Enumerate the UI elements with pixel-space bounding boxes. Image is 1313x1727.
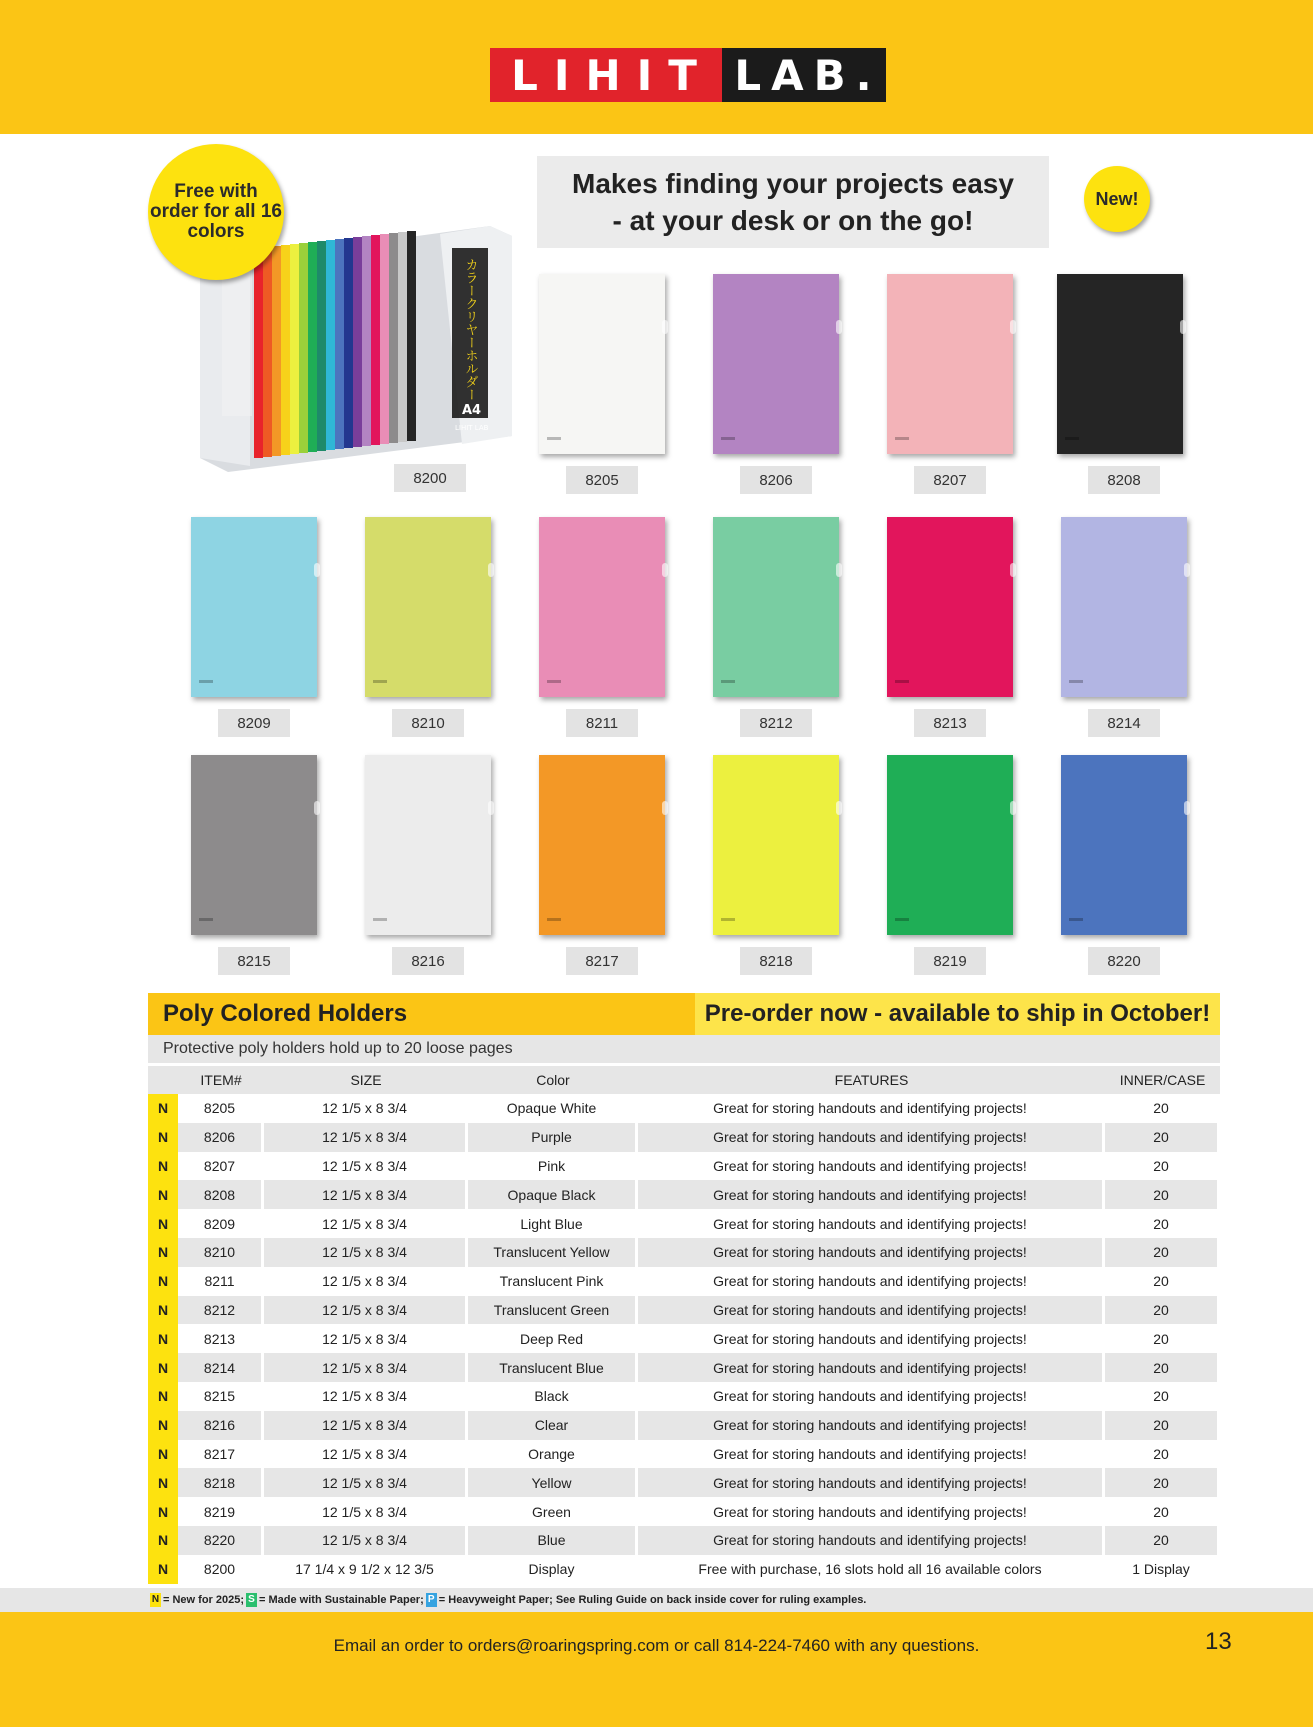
product-tag: 8216	[392, 947, 464, 975]
item-features: Great for storing handouts and identifying projects!	[638, 1238, 1105, 1267]
preorder-banner: Pre-order now - available to ship in October!	[695, 993, 1220, 1035]
item-inner-case: 20	[1105, 1382, 1220, 1411]
new-flag: N	[148, 1324, 178, 1353]
item-features: Great for storing handouts and identifying projects!	[638, 1526, 1105, 1555]
col-inner-case: INNER/CASE	[1105, 1066, 1220, 1094]
table-row	[148, 1526, 1220, 1555]
free-badge: Free with order for all 16 colors	[148, 144, 284, 280]
item-inner-case: 20	[1105, 1497, 1220, 1526]
item-inner-case: 20	[1105, 1440, 1220, 1469]
legend-sustainable-key: S	[246, 1593, 257, 1607]
item-size: 12 1/5 x 8 3/4	[264, 1209, 468, 1238]
folder-swatch	[713, 274, 839, 454]
item-size: 12 1/5 x 8 3/4	[264, 1497, 468, 1526]
item-color: Pink	[468, 1152, 638, 1181]
table-row	[148, 1353, 1220, 1382]
product-tag: 8217	[566, 947, 638, 975]
folder-swatch	[713, 517, 839, 697]
product-table	[148, 1066, 1220, 1584]
item-number: 8212	[178, 1296, 264, 1325]
item-features: Great for storing handouts and identifying projects!	[638, 1267, 1105, 1296]
col-features: FEATURES	[638, 1066, 1105, 1094]
item-number: 8215	[178, 1382, 264, 1411]
item-size: 12 1/5 x 8 3/4	[264, 1094, 468, 1123]
product-tag: 8205	[566, 466, 638, 494]
item-color: Clear	[468, 1411, 638, 1440]
table-row	[148, 1123, 1220, 1152]
item-color: Opaque White	[468, 1094, 638, 1123]
section-title: Poly Colored Holders	[148, 993, 695, 1035]
table-row	[148, 1238, 1220, 1267]
page-number: 13	[1205, 1628, 1232, 1655]
new-flag: N	[148, 1411, 178, 1440]
item-number: 8211	[178, 1267, 264, 1296]
product-tag: 8206	[740, 466, 812, 494]
new-flag: N	[148, 1209, 178, 1238]
item-features: Great for storing handouts and identifying projects!	[638, 1324, 1105, 1353]
table-header-row	[148, 1066, 1220, 1094]
item-inner-case: 20	[1105, 1238, 1220, 1267]
new-flag: N	[148, 1267, 178, 1296]
item-inner-case: 20	[1105, 1267, 1220, 1296]
brand-logo-part2: LAB.	[722, 48, 886, 102]
item-color: Translucent Yellow	[468, 1238, 638, 1267]
display-box-size: A4	[462, 403, 482, 418]
item-size: 12 1/5 x 8 3/4	[264, 1324, 468, 1353]
item-color: Black	[468, 1382, 638, 1411]
legend-sustainable-text: = Made with Sustainable Paper;	[259, 1594, 424, 1606]
item-color: Translucent Green	[468, 1296, 638, 1325]
table-row	[148, 1267, 1220, 1296]
item-inner-case: 20	[1105, 1353, 1220, 1382]
legend-new-text: = New for 2025;	[163, 1594, 245, 1606]
headline	[537, 156, 1049, 248]
legend-heavyweight-key: P	[426, 1593, 437, 1607]
folder-swatch	[1057, 274, 1183, 454]
item-number: 8205	[178, 1094, 264, 1123]
item-features: Great for storing handouts and identifying projects!	[638, 1440, 1105, 1469]
table-row	[148, 1094, 1220, 1123]
new-flag: N	[148, 1440, 178, 1469]
item-number: 8220	[178, 1526, 264, 1555]
item-inner-case: 20	[1105, 1411, 1220, 1440]
folder-swatch	[713, 755, 839, 935]
item-size: 12 1/5 x 8 3/4	[264, 1123, 468, 1152]
item-inner-case: 20	[1105, 1094, 1220, 1123]
item-color: Translucent Pink	[468, 1267, 638, 1296]
headline-line-2: - at your desk or on the go!	[612, 205, 974, 236]
item-color: Light Blue	[468, 1209, 638, 1238]
item-number: 8216	[178, 1411, 264, 1440]
folder-swatch	[191, 517, 317, 697]
legend-heavyweight-text: = Heavyweight Paper; See Ruling Guide on back inside cover for ruling examples.	[438, 1594, 867, 1606]
item-features: Great for storing handouts and identifying projects!	[638, 1353, 1105, 1382]
item-number: 8213	[178, 1324, 264, 1353]
item-inner-case: 20	[1105, 1468, 1220, 1497]
new-flag: N	[148, 1238, 178, 1267]
product-tag: 8215	[218, 947, 290, 975]
product-tag: 8210	[392, 709, 464, 737]
product-tag: 8208	[1088, 466, 1160, 494]
new-flag: N	[148, 1180, 178, 1209]
item-number: 8217	[178, 1440, 264, 1469]
item-inner-case: 20	[1105, 1324, 1220, 1353]
product-tag: 8200	[394, 464, 466, 492]
item-size: 12 1/5 x 8 3/4	[264, 1180, 468, 1209]
product-tag: 8214	[1088, 709, 1160, 737]
table-row	[148, 1468, 1220, 1497]
product-tag: 8219	[914, 947, 986, 975]
item-features: Great for storing handouts and identifying projects!	[638, 1094, 1105, 1123]
table-row	[148, 1180, 1220, 1209]
product-tag: 8207	[914, 466, 986, 494]
item-features: Great for storing handouts and identifying projects!	[638, 1382, 1105, 1411]
item-size: 17 1/4 x 9 1/2 x 12 3/5	[264, 1555, 468, 1584]
table-row	[148, 1497, 1220, 1526]
table-row	[148, 1411, 1220, 1440]
item-color: Orange	[468, 1440, 638, 1469]
item-color: Purple	[468, 1123, 638, 1152]
item-color: Translucent Blue	[468, 1353, 638, 1382]
new-flag: N	[148, 1296, 178, 1325]
folder-swatch	[539, 755, 665, 935]
brand-logo	[490, 48, 886, 102]
item-size: 12 1/5 x 8 3/4	[264, 1468, 468, 1497]
new-flag: N	[148, 1094, 178, 1123]
display-box-brand: LIHIT LAB	[455, 424, 489, 432]
new-flag: N	[148, 1152, 178, 1181]
new-flag: N	[148, 1353, 178, 1382]
item-number: 8219	[178, 1497, 264, 1526]
product-tag: 8209	[218, 709, 290, 737]
item-number: 8218	[178, 1468, 264, 1497]
col-color: Color	[468, 1066, 638, 1094]
footer-bar	[0, 1612, 1313, 1727]
product-tag: 8212	[740, 709, 812, 737]
table-row	[148, 1440, 1220, 1469]
folder-swatch	[365, 517, 491, 697]
item-color: Yellow	[468, 1468, 638, 1497]
item-number: 8200	[178, 1555, 264, 1584]
footer-contact: Email an order to orders@roaringspring.com or call 814-224-7460 with any questions.	[333, 1636, 980, 1655]
table-row	[148, 1555, 1220, 1584]
item-size: 12 1/5 x 8 3/4	[264, 1382, 468, 1411]
headline-line-1: Makes finding your projects easy	[572, 168, 1014, 199]
folder-swatch	[365, 755, 491, 935]
item-number: 8210	[178, 1238, 264, 1267]
item-color: Display	[468, 1555, 638, 1584]
new-flag: N	[148, 1382, 178, 1411]
folder-swatch	[887, 755, 1013, 935]
item-features: Great for storing handouts and identifying projects!	[638, 1497, 1105, 1526]
item-size: 12 1/5 x 8 3/4	[264, 1152, 468, 1181]
item-size: 12 1/5 x 8 3/4	[264, 1526, 468, 1555]
new-flag: N	[148, 1468, 178, 1497]
folder-swatch	[539, 517, 665, 697]
product-tag: 8213	[914, 709, 986, 737]
display-box-folders	[254, 231, 416, 458]
legend-new-key: N	[151, 1594, 160, 1605]
item-inner-case: 20	[1105, 1296, 1220, 1325]
product-tag: 8218	[740, 947, 812, 975]
new-flag: N	[148, 1123, 178, 1152]
product-tag: 8211	[566, 709, 638, 737]
item-features: Great for storing handouts and identifying projects!	[638, 1180, 1105, 1209]
legend	[148, 1588, 1220, 1612]
item-number: 8207	[178, 1152, 264, 1181]
item-features: Great for storing handouts and identifying projects!	[638, 1411, 1105, 1440]
item-features: Great for storing handouts and identifying projects!	[638, 1209, 1105, 1238]
col-item: ITEM#	[178, 1066, 264, 1094]
item-inner-case: 20	[1105, 1152, 1220, 1181]
table-row	[148, 1382, 1220, 1411]
item-size: 12 1/5 x 8 3/4	[264, 1238, 468, 1267]
new-flag: N	[148, 1555, 178, 1584]
item-number: 8209	[178, 1209, 264, 1238]
table-row	[148, 1296, 1220, 1325]
item-color: Deep Red	[468, 1324, 638, 1353]
item-features: Great for storing handouts and identifying projects!	[638, 1152, 1105, 1181]
table-row	[148, 1324, 1220, 1353]
table-row	[148, 1152, 1220, 1181]
item-features: Great for storing handouts and identifying projects!	[638, 1296, 1105, 1325]
product-tag: 8220	[1088, 947, 1160, 975]
folder-swatch	[539, 274, 665, 454]
display-box-side-text: カラークリヤーホルダー	[462, 258, 478, 401]
item-inner-case: 20	[1105, 1123, 1220, 1152]
item-color: Opaque Black	[468, 1180, 638, 1209]
item-number: 8214	[178, 1353, 264, 1382]
folder-swatch	[887, 274, 1013, 454]
item-color: Blue	[468, 1526, 638, 1555]
item-features: Free with purchase, 16 slots hold all 16 available colors	[638, 1555, 1105, 1584]
section-subtitle: Protective poly holders hold up to 20 loose pages	[148, 1035, 1220, 1063]
folder-swatch	[1061, 517, 1187, 697]
item-inner-case: 20	[1105, 1526, 1220, 1555]
item-size: 12 1/5 x 8 3/4	[264, 1267, 468, 1296]
new-flag: N	[148, 1526, 178, 1555]
item-size: 12 1/5 x 8 3/4	[264, 1296, 468, 1325]
col-size: SIZE	[264, 1066, 468, 1094]
brand-logo-part1: LIHIT	[490, 48, 722, 102]
item-features: Great for storing handouts and identifying projects!	[638, 1123, 1105, 1152]
item-color: Green	[468, 1497, 638, 1526]
table-body	[148, 1094, 1220, 1584]
folder-swatch	[1061, 755, 1187, 935]
new-flag: N	[148, 1497, 178, 1526]
item-number: 8208	[178, 1180, 264, 1209]
new-badge: New!	[1084, 166, 1150, 232]
item-size: 12 1/5 x 8 3/4	[264, 1411, 468, 1440]
item-inner-case: 20	[1105, 1209, 1220, 1238]
folder-swatch	[887, 517, 1013, 697]
item-features: Great for storing handouts and identifying projects!	[638, 1468, 1105, 1497]
item-size: 12 1/5 x 8 3/4	[264, 1353, 468, 1382]
item-number: 8206	[178, 1123, 264, 1152]
table-row	[148, 1209, 1220, 1238]
item-inner-case: 20	[1105, 1180, 1220, 1209]
item-inner-case: 1 Display	[1105, 1555, 1220, 1584]
item-size: 12 1/5 x 8 3/4	[264, 1440, 468, 1469]
folder-swatch	[191, 755, 317, 935]
